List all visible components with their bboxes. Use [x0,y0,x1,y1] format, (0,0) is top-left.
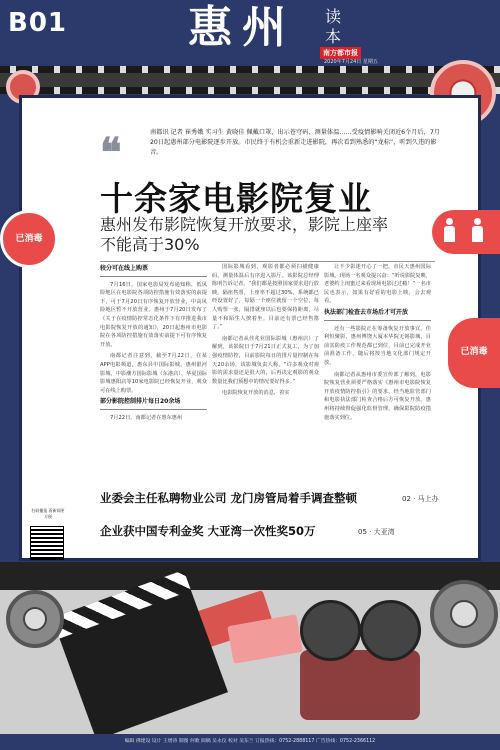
article-column-1 [100,263,207,426]
divider [100,261,435,262]
qr-caption: 扫码播报 看新闻更方便 [31,508,65,519]
article-headline: 十余家电影院复业 [100,179,372,218]
paragraph: 7月22日，南都记者在惠东惠州 [110,414,183,421]
paragraph: 国际影城看到，观影者都必须扫描健康码、测量体温后有序进入影厅。该影院总经理陈明告诉记者，“我们都是按照国家要求进行放映，隔座售票，上座率不超过30%，系统都已经设置好了，每隔一个座位就留一个空位，每人购票一张，隔排就座以后也要保持距离，尽量不和陌生人挨着坐。目前还有票已经售罄了。” [212,264,319,331]
disinfected-badge: 已消毒 [0,210,58,268]
teaser-page-2: 05 · 大亚湾 [358,528,395,536]
film-reel-icon [430,580,498,648]
paper-name: 南方都市报 [320,47,361,59]
column-heading: 部分影院控制排片每日20余场 [100,398,207,410]
paragraph: 南都记者从佳兆业国际影城（惠州店）了解到，该影院日于7月21日正式复工，为了加强疫情防控，目前影院每日的排片量控制在每天20余场，该影城负责人称，“许多观众对观影的需求量还是很大的，后再决定观影的观众数量比我们预想中的情况要好得多。” [212,335,319,385]
teaser-headline-2: 企业获中国专利金奖 大亚湾一次性奖50万 [100,524,316,538]
film-reel-icon [6,590,64,648]
teaser-headline-1: 业委会主任私聘物业公司 龙门房管局着手调查整顿 [100,491,358,505]
disinfected-spray-badge: 已消毒 [448,318,500,388]
masthead [0,0,500,65]
teaser-page-1: 02 · 马上办 [402,495,439,503]
masthead-title: 惠州 [188,2,296,53]
film-strip-band [0,73,500,87]
masthead-side-2: 本 [325,27,342,46]
column-heading: 执法部门检查去市场后才可开放 [324,309,431,321]
paragraph: 电影院恢复开放的消息，着实 [222,390,290,397]
column-heading: 较分可在线上购票 [100,265,207,277]
article-subhead-1: 惠州发布影院恢复开放要求，影院上座率 [100,215,389,234]
film-reel-icon [360,600,421,661]
people-distance-icon [432,210,500,254]
masthead-side-1: 读 [325,7,342,26]
person-icon [444,218,454,244]
film-reel-icon [300,600,361,661]
paragraph: 南都记者注意到，截至7月22日，在某APP电影频道，惠东县中国际影城、惠州银河影城、中影潮方国际影城（东港店）、华夏国际影城惠阳店等10家电影院已经恢复开业，观众可在线上购票。 [100,353,207,394]
paragraph: 7月16日，国家电影局发布通知称，低风险地区在电影院各项防控措施有效落实的前提下，可于7月20日有序恢复开放营业，中高风险地区暂不开放营业。惠州于7月20日发布了《关于在疫情防控常态化条件下有序推进我市电影院恢复开放的通知》，20日起惠州市电影院在各项防控措施有效落实前提下可有序恢复开放。 [100,281,207,348]
quote-mark-icon: ❝ [100,129,122,176]
film-strip-top [0,66,500,94]
footer-credits: 编辑 佛建设 设计 王增涛 制图 何歌 阅稿 吴永仪 校对 吴东兰 订报热线：0752-2888117 广告热线：0752-2366112 [0,734,500,750]
paragraph: 让不少影迷开心了一把。市民天惠州国际影城，现场一名观众提兴奋：“听说影院复映，老婆约上闺蜜过来看现场电影过过瘾！”一名市民也表示，如果有好看的电影上映，会去观看。 [324,264,431,305]
date-line: 2020年7月24日 星期五 [324,59,378,65]
qr-code-icon[interactable] [30,526,64,560]
film-strip-bottom [0,562,500,590]
paragraph: 还有一些影院正在筹备恢复开放事宜。佳利恒聚影，惠州博饶大厦本华院无锡影城，目前其防疫工作规范都已到位，目前已完成开业前准备工作，随后将按当地文化部门规定开放。 [324,325,431,366]
article-column-2 [212,263,319,401]
article-intro: 南都讯 记者 崔秀娥 实习生 黄晓佳 佩戴口罩、出示苍穹码、测量体温……受疫情影响关闭近6个月后，7月20日起惠州部分电影院逐步开放。市民终于有机会重新走进影院，再次看到熟悉的“龙标”，听到久违的影音。 [150,129,440,156]
page-code: B01 [8,8,67,38]
article-subhead-2: 不能高于30% [100,235,200,254]
article-column-3 [324,263,431,425]
projector-icon [300,650,420,720]
paragraph: 南都记者从惠州市委宣传部了解到，电影院恢复营业须要严格落实《惠州市电影院恢复开放疫情防控指引》的要求，经当地监管部门和电影执法部门检查合格后方可恢复开放。惠州将持续督促强化监督管理，确保影院防疫措施落实到位。 [324,371,431,421]
person-icon [472,218,482,244]
